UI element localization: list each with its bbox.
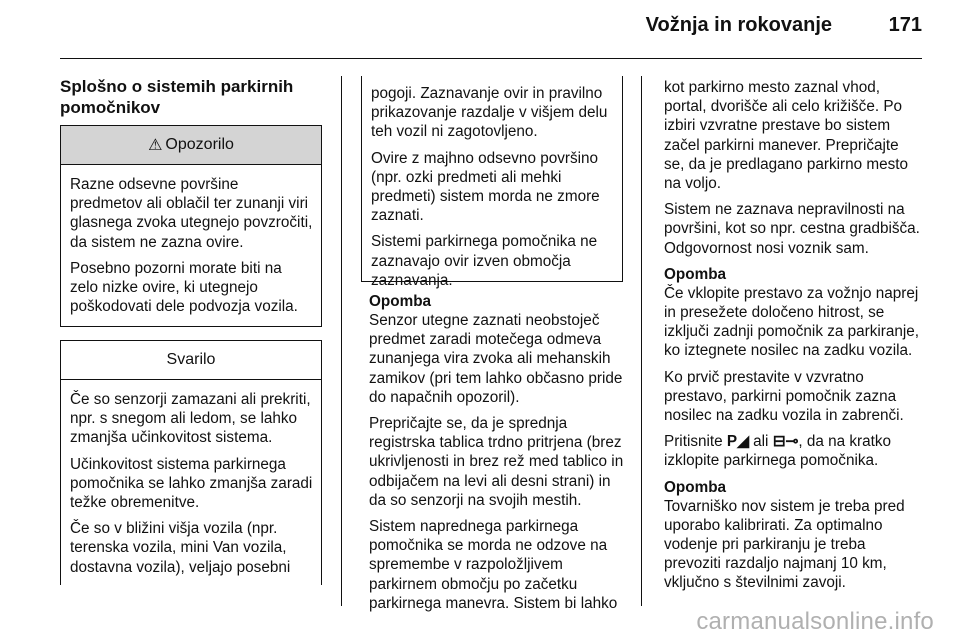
- notice-continuation-paragraph: Ovire z majhno odsevno površino (npr. ozki predmeti ali mehki predmeti) sistem morda ne zmore zaznati.: [371, 149, 600, 225]
- column-divider-1: [341, 76, 342, 606]
- notice-box-continuation: [361, 76, 623, 289]
- notice-box: [60, 340, 322, 585]
- header-rule: [60, 58, 922, 59]
- warning-box-header: [61, 126, 321, 165]
- body-text: Pritisnite: [664, 433, 727, 451]
- notice-continuation-paragraph: Sistemi parkirnega pomočnika ne zaznavajo ovir izven območja zaznavanja.: [371, 233, 598, 289]
- warning-paragraph: Razne odsevne površine predmetov ali oblačil ter zunanji viri glasnega zvoka utegnejo povzročiti, da sistem ne zazna ovire.: [70, 176, 313, 251]
- column-3-text: [664, 78, 922, 600]
- warning-box-body: [61, 165, 321, 327]
- notice-paragraph: Če so senzorji zamazani ali prekriti, npr. s snegom ali ledom, se lahko zmanjša učinkovitost sistema.: [70, 391, 311, 447]
- body-text: , da na kratko izklopite parkirnega pomočnika.: [664, 433, 892, 470]
- note-paragraph: Tovarniško nov sistem je treba pred uporabo kalibrirati. Za optimalno vodenje pri parkiranju je treba prevoziti razdaljo najmanj 10 km, vključno s številnimi zavoji.: [664, 497, 905, 592]
- body-paragraph: Ko prvič prestavite v vzvratno prestavo, parkirni pomočnik zazna nosilec na zadku vozila in zabrenči.: [664, 368, 904, 425]
- page-number: 171: [888, 14, 922, 36]
- body-paragraph: [664, 432, 922, 470]
- note-paragraph: Če vklopite prestavo za vožnjo naprej in presežete določeno hitrost, se izključi zadnji pomočnik za parkiranje, ko iztegnete nosilec na zadku vozila.: [664, 284, 920, 360]
- running-header-title: Vožnja in rokovanje: [645, 14, 832, 36]
- note-label: Opomba: [664, 265, 727, 283]
- body-paragraph: Sistem ne zaznava nepravilnosti na površini, kot so npr. cestna gradbišča. Odgovornost nosi voznik sam.: [664, 201, 920, 257]
- notice-continuation-paragraph: pogoji. Zaznavanje ovir in pravilno prikazovanje razdalje v višjem delu teh vozil ni zagotovljeno.: [371, 85, 608, 141]
- note-paragraph: Senzor utegne zaznati neobstoječ predmet zaradi motečega odmeva zunanjega vira zvoka ali mehanskih zamikov (pri tem lahko občasno pride do napačnih opozoril).: [369, 312, 623, 406]
- column-divider-2: [641, 76, 642, 606]
- watermark: carmanualsonline.info: [696, 608, 934, 635]
- notice-box-header: [61, 341, 321, 380]
- note-label: Opomba: [664, 478, 727, 496]
- park-assist-button-icon: P◢: [726, 433, 749, 451]
- warning-box-title: Opozorilo: [165, 136, 234, 153]
- warning-triangle-icon: ⚠: [148, 137, 163, 154]
- notice-box-title: Svarilo: [166, 351, 216, 368]
- notice-box-body: [61, 380, 321, 588]
- body-text: ali: [748, 433, 773, 451]
- section-heading: Splošno o sistemih parkirnih pomočnikov: [60, 77, 294, 117]
- note-label: Opomba: [369, 293, 432, 310]
- column-2-text: [369, 292, 625, 620]
- body-paragraph: kot parkirno mesto zaznal vhod, portal, dvorišče ali celo križišče. Po izbiri vzvratne prestave bo sistem začel parkirni manever. Prepričajte se, da je predlagano parkirno mesto na voljo.: [664, 79, 909, 193]
- notice-continuation-body: [362, 76, 622, 301]
- park-assist-alt-button-icon: ⊟⊸: [772, 433, 799, 451]
- notice-paragraph: Če so v bližini višja vozila (npr. terenska vozila, mini Van vozila, dostavna vozila), veljajo posebni: [70, 520, 291, 576]
- warning-paragraph: Posebno pozorni morate biti na zelo nizke ovire, ki utegnejo poškodovati dele podvozja vozila.: [70, 259, 298, 316]
- warning-box: [60, 125, 322, 327]
- notice-paragraph: Učinkovitost sistema parkirnega pomočnika se lahko zmanjša zaradi težke obremenitve.: [70, 455, 313, 512]
- body-paragraph: Sistem naprednega parkirnega pomočnika se morda ne odzove na spremembe v razpoložljivem parkirnem območju po začetku parkirnega manevra. Sistem bi lahko: [369, 518, 618, 612]
- body-paragraph: Prepričajte se, da je sprednja registrska tablica trdno pritrjena (brez ukrivljenosti in brez rež med tablico in odbijačem na levi ali desni strani) in da so senzorji na svojih mestih.: [369, 415, 624, 509]
